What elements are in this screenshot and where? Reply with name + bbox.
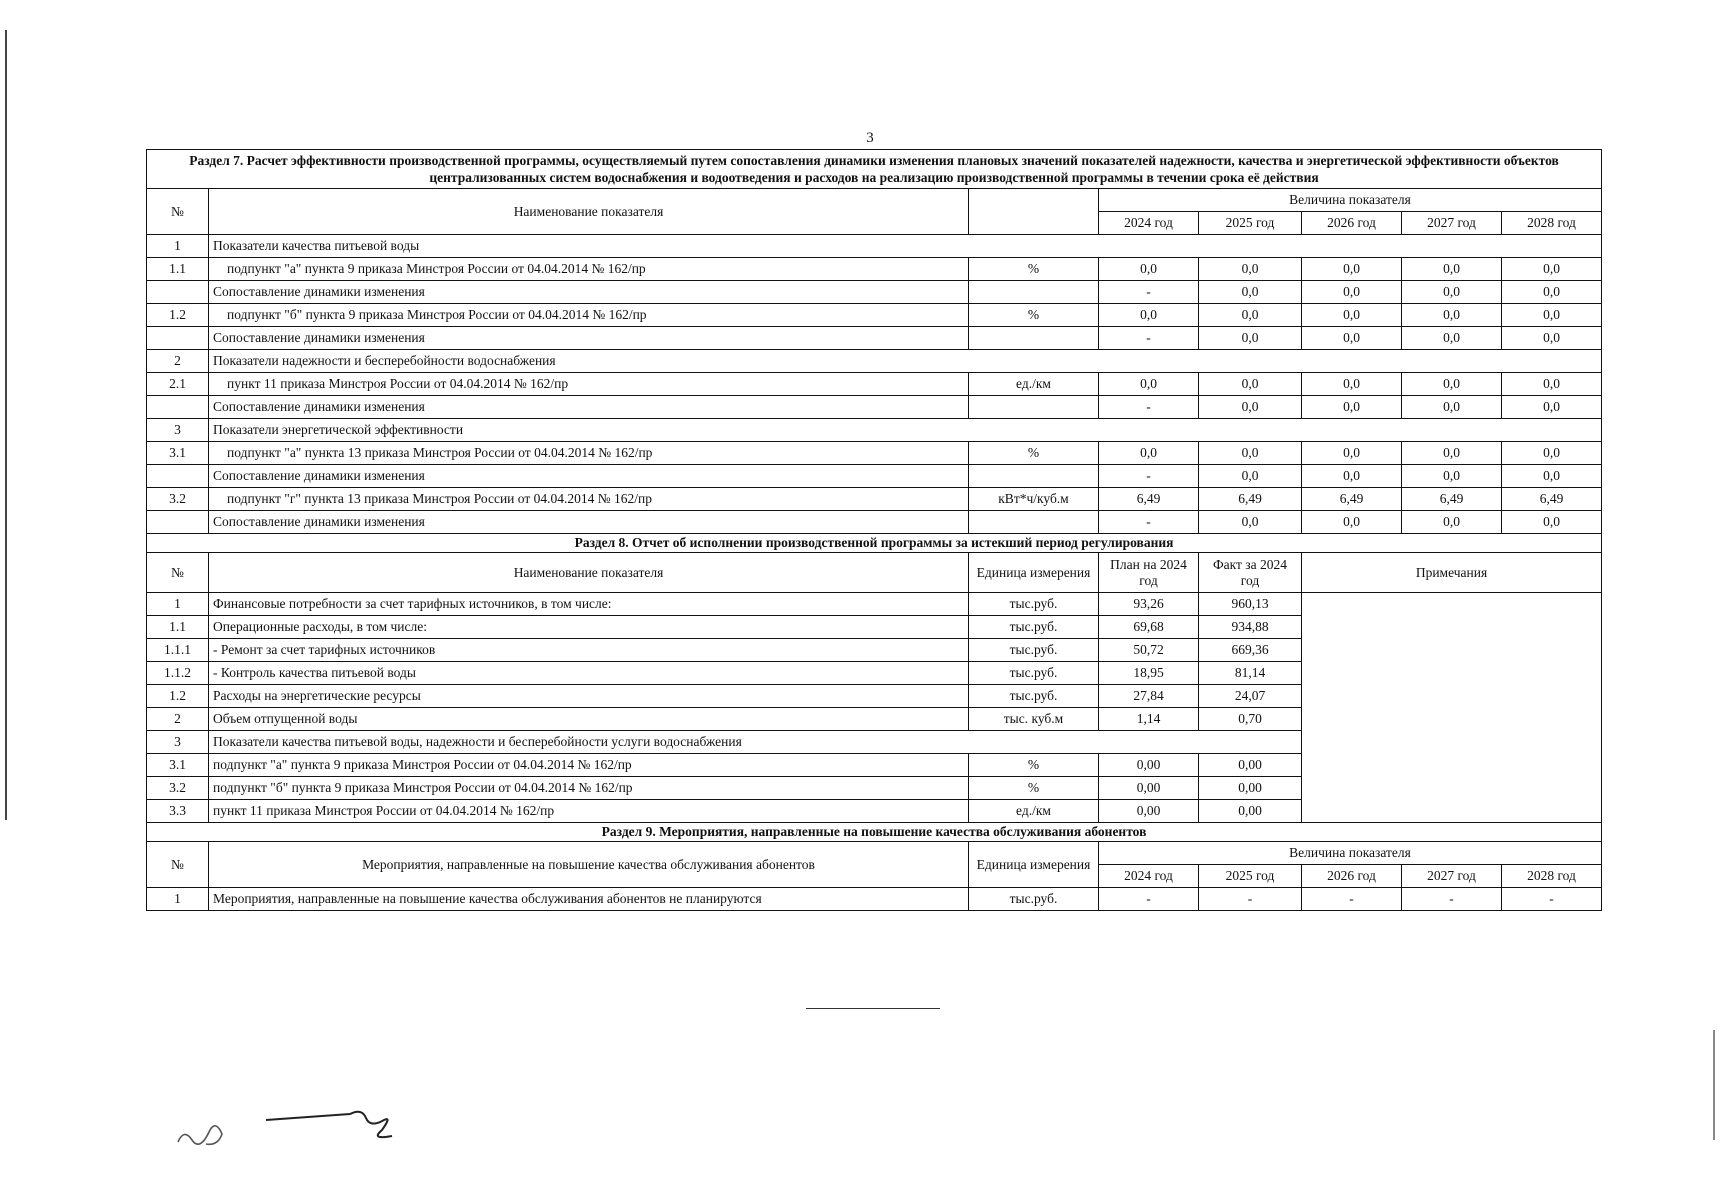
col-notes-header: Примечания [1302,553,1602,593]
year-header: 2028 год [1502,865,1602,888]
value-cell: 0,0 [1402,258,1502,281]
value-cell: 0,0 [1502,281,1602,304]
fact-cell: 669,36 [1199,639,1302,662]
plan-cell: 93,26 [1099,593,1199,616]
report-table [146,149,1602,911]
row-number: 2.1 [147,373,209,396]
indicator-name: Сопоставление динамики изменения [209,511,969,534]
value-cell: 0,0 [1402,327,1502,350]
group-row [147,235,1602,258]
value-cell: 0,0 [1199,396,1302,419]
col-num-header: № [147,189,209,235]
value-cell: 0,0 [1302,304,1402,327]
group-row [147,419,1602,442]
col-num-header: № [147,553,209,593]
value-cell: - [1099,888,1199,911]
section8-table [147,534,1602,823]
unit-cell: % [969,754,1099,777]
value-cell: - [1099,327,1199,350]
indicator-name: Объем отпущенной воды [209,708,969,731]
plan-cell: 0,00 [1099,800,1199,823]
section9-title: Раздел 9. Мероприятия, направленные на повышение качества обслуживания абонентов [147,823,1602,842]
indicator-name: подпункт "а" пункта 9 приказа Минстроя России от 04.04.2014 № 162/пр [209,258,969,281]
col-unit-header [969,189,1099,235]
section7-title: Раздел 7. Расчет эффективности производственной программы, осуществляемый путем сопоставления динамики изменения плановых значений показателей надежности, качества и энергетической эффективности объектов централизованных систем водоснабжения и водоотведения и расходов на реализацию производственной программы в течении срока её действия [147,150,1602,189]
indicator-name: Сопоставление динамики изменения [209,465,969,488]
plan-cell: 0,00 [1099,777,1199,800]
group-row [147,350,1602,373]
section7-table [147,150,1602,534]
value-cell: 0,0 [1402,304,1502,327]
col-plan-header: План на 2024 год [1099,553,1199,593]
section8-title-row [147,534,1602,553]
fact-cell: 960,13 [1199,593,1302,616]
year-header: 2027 год [1402,865,1502,888]
row-number [147,465,209,488]
row-number: 2 [147,708,209,731]
row-number: 3 [147,731,209,754]
fact-cell: 0,70 [1199,708,1302,731]
section8-header-row [147,553,1602,593]
group-label: Показатели качества питьевой воды [209,235,1602,258]
row-number: 1.1.2 [147,662,209,685]
value-cell: 0,0 [1199,327,1302,350]
unit-cell: % [969,442,1099,465]
col-num-header: № [147,842,209,888]
value-cell: 0,0 [1402,281,1502,304]
indicator-name: - Ремонт за счет тарифных источников [209,639,969,662]
value-cell: 0,0 [1199,373,1302,396]
row-number [147,281,209,304]
indicator-name: Сопоставление динамики изменения [209,396,969,419]
value-cell: 0,0 [1099,373,1199,396]
activity-name: Мероприятия, направленные на повышение качества обслуживания абонентов не планируются [209,888,969,911]
col-name-header: Наименование показателя [209,553,969,593]
report-tables [146,149,1601,911]
value-cell: 6,49 [1099,488,1199,511]
unit-cell: ед./км [969,800,1099,823]
indicator-name: подпункт "а" пункта 13 приказа Минстроя России от 04.04.2014 № 162/пр [209,442,969,465]
fact-cell: 81,14 [1199,662,1302,685]
value-cell: 0,0 [1199,442,1302,465]
table-row [147,593,1602,616]
value-cell: 0,0 [1502,373,1602,396]
plan-cell: 69,68 [1099,616,1199,639]
unit-cell [969,327,1099,350]
indicator-name: - Контроль качества питьевой воды [209,662,969,685]
year-header: 2024 год [1099,212,1199,235]
row-number [147,511,209,534]
plan-cell: 27,84 [1099,685,1199,708]
row-number: 3.1 [147,442,209,465]
value-cell: - [1402,888,1502,911]
row-number: 3.2 [147,777,209,800]
value-cell: 0,0 [1502,442,1602,465]
unit-cell: % [969,304,1099,327]
row-number: 1 [147,235,209,258]
value-cell: 0,0 [1099,258,1199,281]
unit-cell [969,511,1099,534]
fact-cell: 934,88 [1199,616,1302,639]
page-number: 3 [866,130,874,146]
value-cell: - [1099,281,1199,304]
fact-cell: 0,00 [1199,754,1302,777]
col-name-header: Наименование показателя [209,189,969,235]
value-cell: 0,0 [1199,304,1302,327]
table-row [147,465,1602,488]
year-header: 2028 год [1502,212,1602,235]
unit-cell [969,396,1099,419]
value-cell: 0,0 [1099,442,1199,465]
row-number [147,396,209,419]
plan-cell: 18,95 [1099,662,1199,685]
col-value-header: Величина показателя [1099,842,1602,865]
row-number: 3 [147,419,209,442]
year-header: 2024 год [1099,865,1199,888]
value-cell: - [1099,465,1199,488]
section7-header-row [147,189,1602,212]
table-row [147,888,1602,911]
value-cell: 6,49 [1402,488,1502,511]
value-cell: 0,0 [1402,373,1502,396]
plan-cell: 0,00 [1099,754,1199,777]
value-cell: 0,0 [1302,442,1402,465]
value-cell: 0,0 [1502,258,1602,281]
row-number: 1 [147,593,209,616]
signature-drawing [170,1100,410,1160]
year-header: 2025 год [1199,212,1302,235]
value-cell: 0,0 [1402,396,1502,419]
table-row [147,281,1602,304]
section9-header-row [147,842,1602,865]
year-header: 2026 год [1302,212,1402,235]
unit-cell: тыс.руб. [969,662,1099,685]
value-cell: 0,0 [1502,511,1602,534]
value-cell: 0,0 [1502,327,1602,350]
row-number: 2 [147,350,209,373]
indicator-name: Расходы на энергетические ресурсы [209,685,969,708]
row-number: 1 [147,888,209,911]
value-cell: 0,0 [1199,258,1302,281]
indicator-name: Сопоставление динамики изменения [209,327,969,350]
notes-cell [1302,593,1602,823]
plan-cell: 50,72 [1099,639,1199,662]
value-cell: 0,0 [1502,396,1602,419]
unit-cell [969,281,1099,304]
col-fact-header: Факт за 2024 год [1199,553,1302,593]
unit-cell: тыс. куб.м [969,708,1099,731]
value-cell: - [1302,888,1402,911]
signature [170,1100,410,1165]
value-cell: 0,0 [1199,465,1302,488]
row-number: 1.1 [147,616,209,639]
fact-cell: 0,00 [1199,777,1302,800]
value-cell: 0,0 [1199,511,1302,534]
value-cell: 0,0 [1502,465,1602,488]
indicator-name: подпункт "б" пункта 9 приказа Минстроя России от 04.04.2014 № 162/пр [209,777,969,800]
unit-cell: тыс.руб. [969,593,1099,616]
year-header: 2026 год [1302,865,1402,888]
col-unit-header: Единица измерения [969,842,1099,888]
value-cell: 0,0 [1302,327,1402,350]
indicator-name: пункт 11 приказа Минстроя России от 04.04.2014 № 162/пр [209,800,969,823]
value-cell: 0,0 [1302,373,1402,396]
year-header: 2027 год [1402,212,1502,235]
section7-title-row [147,150,1602,189]
value-cell: - [1099,511,1199,534]
value-cell: 0,0 [1402,511,1502,534]
group-label: Показатели надежности и бесперебойности водоснабжения [209,350,1602,373]
row-number: 1.1 [147,258,209,281]
row-number: 3.2 [147,488,209,511]
table-row [147,304,1602,327]
section8-title: Раздел 8. Отчет об исполнении производственной программы за истекший период регулирования [147,534,1602,553]
footer-rule [806,1008,940,1009]
indicator-name: подпункт "б" пункта 9 приказа Минстроя России от 04.04.2014 № 162/пр [209,304,969,327]
scan-edge-right [1713,1030,1715,1140]
indicator-name: подпункт "г" пункта 13 приказа Минстроя России от 04.04.2014 № 162/пр [209,488,969,511]
unit-cell: тыс.руб. [969,888,1099,911]
unit-cell: % [969,777,1099,800]
row-number: 3.3 [147,800,209,823]
section9-title-row [147,823,1602,842]
table-row [147,373,1602,396]
scan-edge-left [5,30,7,820]
table-row [147,511,1602,534]
group-label: Показатели качества питьевой воды, надежности и бесперебойности услуги водоснабжения [209,731,1302,754]
col-unit-header: Единица измерения [969,553,1099,593]
row-number: 1.2 [147,685,209,708]
plan-cell: 1,14 [1099,708,1199,731]
value-cell: - [1099,396,1199,419]
value-cell: 6,49 [1199,488,1302,511]
value-cell: 0,0 [1402,465,1502,488]
row-number: 1.1.1 [147,639,209,662]
section9-table [147,823,1602,911]
value-cell: 0,0 [1302,281,1402,304]
year-header: 2025 год [1199,865,1302,888]
value-cell: 0,0 [1302,511,1402,534]
fact-cell: 24,07 [1199,685,1302,708]
value-cell: 6,49 [1502,488,1602,511]
table-row [147,488,1602,511]
table-row [147,442,1602,465]
row-number: 1.2 [147,304,209,327]
row-number: 3.1 [147,754,209,777]
unit-cell [969,465,1099,488]
indicator-name: пункт 11 приказа Минстроя России от 04.04.2014 № 162/пр [209,373,969,396]
indicator-name: Сопоставление динамики изменения [209,281,969,304]
unit-cell: тыс.руб. [969,616,1099,639]
col-name-header: Мероприятия, направленные на повышение качества обслуживания абонентов [209,842,969,888]
indicator-name: подпункт "а" пункта 9 приказа Минстроя России от 04.04.2014 № 162/пр [209,754,969,777]
table-row [147,396,1602,419]
row-number [147,327,209,350]
value-cell: - [1502,888,1602,911]
unit-cell: тыс.руб. [969,685,1099,708]
unit-cell: кВт*ч/куб.м [969,488,1099,511]
value-cell: 6,49 [1302,488,1402,511]
value-cell: 0,0 [1199,281,1302,304]
unit-cell: тыс.руб. [969,639,1099,662]
value-cell: - [1199,888,1302,911]
table-row [147,327,1602,350]
value-cell: 0,0 [1302,396,1402,419]
fact-cell: 0,00 [1199,800,1302,823]
value-cell: 0,0 [1502,304,1602,327]
value-cell: 0,0 [1302,465,1402,488]
unit-cell: % [969,258,1099,281]
indicator-name: Финансовые потребности за счет тарифных источников, в том числе: [209,593,969,616]
value-cell: 0,0 [1302,258,1402,281]
indicator-name: Операционные расходы, в том числе: [209,616,969,639]
col-value-header: Величина показателя [1099,189,1602,212]
value-cell: 0,0 [1402,442,1502,465]
table-row [147,258,1602,281]
value-cell: 0,0 [1099,304,1199,327]
unit-cell: ед./км [969,373,1099,396]
group-label: Показатели энергетической эффективности [209,419,1602,442]
